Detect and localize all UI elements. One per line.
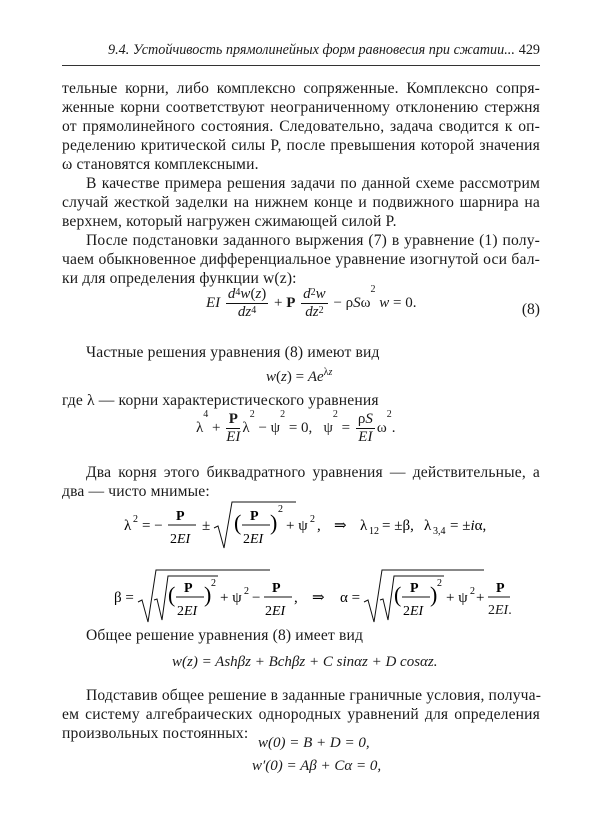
svg-text:P: P	[250, 509, 259, 524]
svg-text:λ: λ	[424, 518, 432, 534]
svg-text:2EI: 2EI	[265, 604, 286, 619]
text-line: ределению критической силы P, после превышения которой значения	[62, 137, 540, 154]
text-line: После подстановки заданного выржения (7) в уравнение (1) полу-	[86, 232, 540, 249]
text-line: ω становятся комплексными.	[62, 156, 259, 173]
svg-text:): )	[270, 510, 278, 535]
equation-alpha-denominator: 2EI.	[488, 603, 512, 618]
equation-general-solution: w(z) = Ashβz + Bchβz + C sinαz + D cosαz.	[172, 654, 438, 670]
text-line: Подставив общее решение в заданные граничные условия, получа-	[86, 687, 542, 704]
svg-text:⇒: ⇒	[334, 518, 347, 534]
text-line: от прямолинейного состояния. Следовательно, задача сводится к оп-	[62, 118, 540, 135]
running-header	[62, 40, 540, 64]
svg-text:+ ψ: + ψ	[220, 590, 242, 606]
svg-text:−: −	[252, 590, 261, 606]
svg-text:P: P	[176, 509, 185, 524]
svg-text:,: ,	[317, 518, 321, 534]
svg-text:2: 2	[437, 578, 442, 589]
svg-text:,: ,	[294, 590, 298, 606]
text-line: женные корни соответствуют неограниченному отклонению стержня	[62, 99, 540, 116]
header-title: 9.4. Устойчивость прямолинейных форм равновесия при сжатии...	[108, 42, 515, 58]
svg-text:3,4: 3,4	[433, 526, 446, 537]
equation-beta-alpha	[110, 566, 510, 626]
equation-bc2: w′(0) = Aβ + Cα = 0,	[252, 758, 382, 774]
equation-w: $w(z) = Ae^{\lambda z}$	[266, 367, 333, 385]
text-line: верхнем, который нагружен сжимающей силой P.	[62, 213, 397, 230]
svg-text:2EI: 2EI	[403, 604, 424, 619]
text-line: ем систему алгебраических однородных уравнений для определения	[62, 706, 540, 723]
text-line: В качестве примера решения задачи по данной схеме рассмотрим	[86, 175, 540, 192]
page-number: 429	[518, 42, 540, 58]
svg-text:λ: λ	[360, 518, 368, 534]
equation-lambda-roots	[120, 498, 500, 556]
svg-text:β =: β =	[114, 590, 134, 606]
svg-text:(: (	[234, 510, 242, 535]
svg-text:2EI: 2EI	[243, 532, 264, 547]
text-line: Частные решения уравнения (8) имеют вид	[86, 344, 380, 361]
svg-text:2: 2	[310, 514, 315, 525]
svg-text:P: P	[410, 581, 419, 596]
svg-text:(: (	[168, 582, 176, 607]
svg-text:P: P	[272, 581, 281, 596]
svg-text:2: 2	[133, 514, 138, 525]
equation-8: EI $\frac{d^4w(z)}{dz^4}$ + P $\frac{d^2w}{dz^2}$ − ρSω$^2$ w = 0.	[206, 284, 417, 320]
svg-text:P: P	[496, 581, 505, 596]
svg-text:P: P	[184, 581, 193, 596]
svg-text:): )	[204, 582, 212, 607]
equation-characteristic: $\lambda^4$ + $\frac{P}{EI}$ $\lambda^2 - \psi^2 = 0$, $\psi^2$ = $\frac{\rho S}{EI}$ $\omega^2$.	[196, 409, 396, 445]
header-rule	[62, 65, 540, 66]
text-line: Два корня этого биквадратного уравнения — действительные, а	[86, 464, 540, 481]
svg-text:= ±iα,: = ±iα,	[450, 518, 487, 534]
svg-text:): )	[430, 582, 438, 607]
svg-text:+: +	[476, 590, 485, 606]
text-line: два — чисто мнимые:	[62, 483, 210, 500]
svg-text:= ±β,: = ±β,	[382, 518, 414, 534]
svg-text:(: (	[394, 582, 402, 607]
text-line: где λ — корни характеристического уравнения	[62, 392, 379, 409]
text-line: случай жесткой заделки на нижнем конце и подвижного шарнира на	[62, 194, 540, 211]
svg-text:2EI: 2EI	[170, 532, 191, 547]
svg-text:2: 2	[278, 504, 283, 515]
svg-text:±: ±	[202, 518, 211, 534]
svg-text:⇒: ⇒	[312, 590, 325, 606]
svg-text:α =: α =	[340, 590, 361, 606]
svg-text:2: 2	[211, 578, 216, 589]
svg-text:λ: λ	[124, 518, 132, 534]
svg-text:= −: = −	[142, 518, 163, 534]
text-line: чаем обыкновенное дифференциальное уравнение изогнутой оси бал-	[62, 251, 540, 268]
svg-text:2: 2	[470, 586, 475, 597]
svg-text:2: 2	[244, 586, 249, 597]
text-line: ки для определения функции w(z):	[62, 270, 297, 287]
svg-text:+ ψ: + ψ	[446, 590, 468, 606]
svg-text:12: 12	[369, 526, 379, 537]
text-line: Общее решение уравнения (8) имеет вид	[86, 627, 364, 644]
text-line: произвольных постоянных:	[62, 725, 249, 742]
equation-number: (8)	[521, 301, 540, 318]
equation-bc1: w(0) = B + D = 0,	[258, 735, 370, 751]
svg-text:+ ψ: + ψ	[286, 518, 308, 534]
text-line: тельные корни, либо комплексно сопряженные. Комплексно сопря-	[62, 80, 540, 97]
svg-text:2EI: 2EI	[177, 604, 198, 619]
